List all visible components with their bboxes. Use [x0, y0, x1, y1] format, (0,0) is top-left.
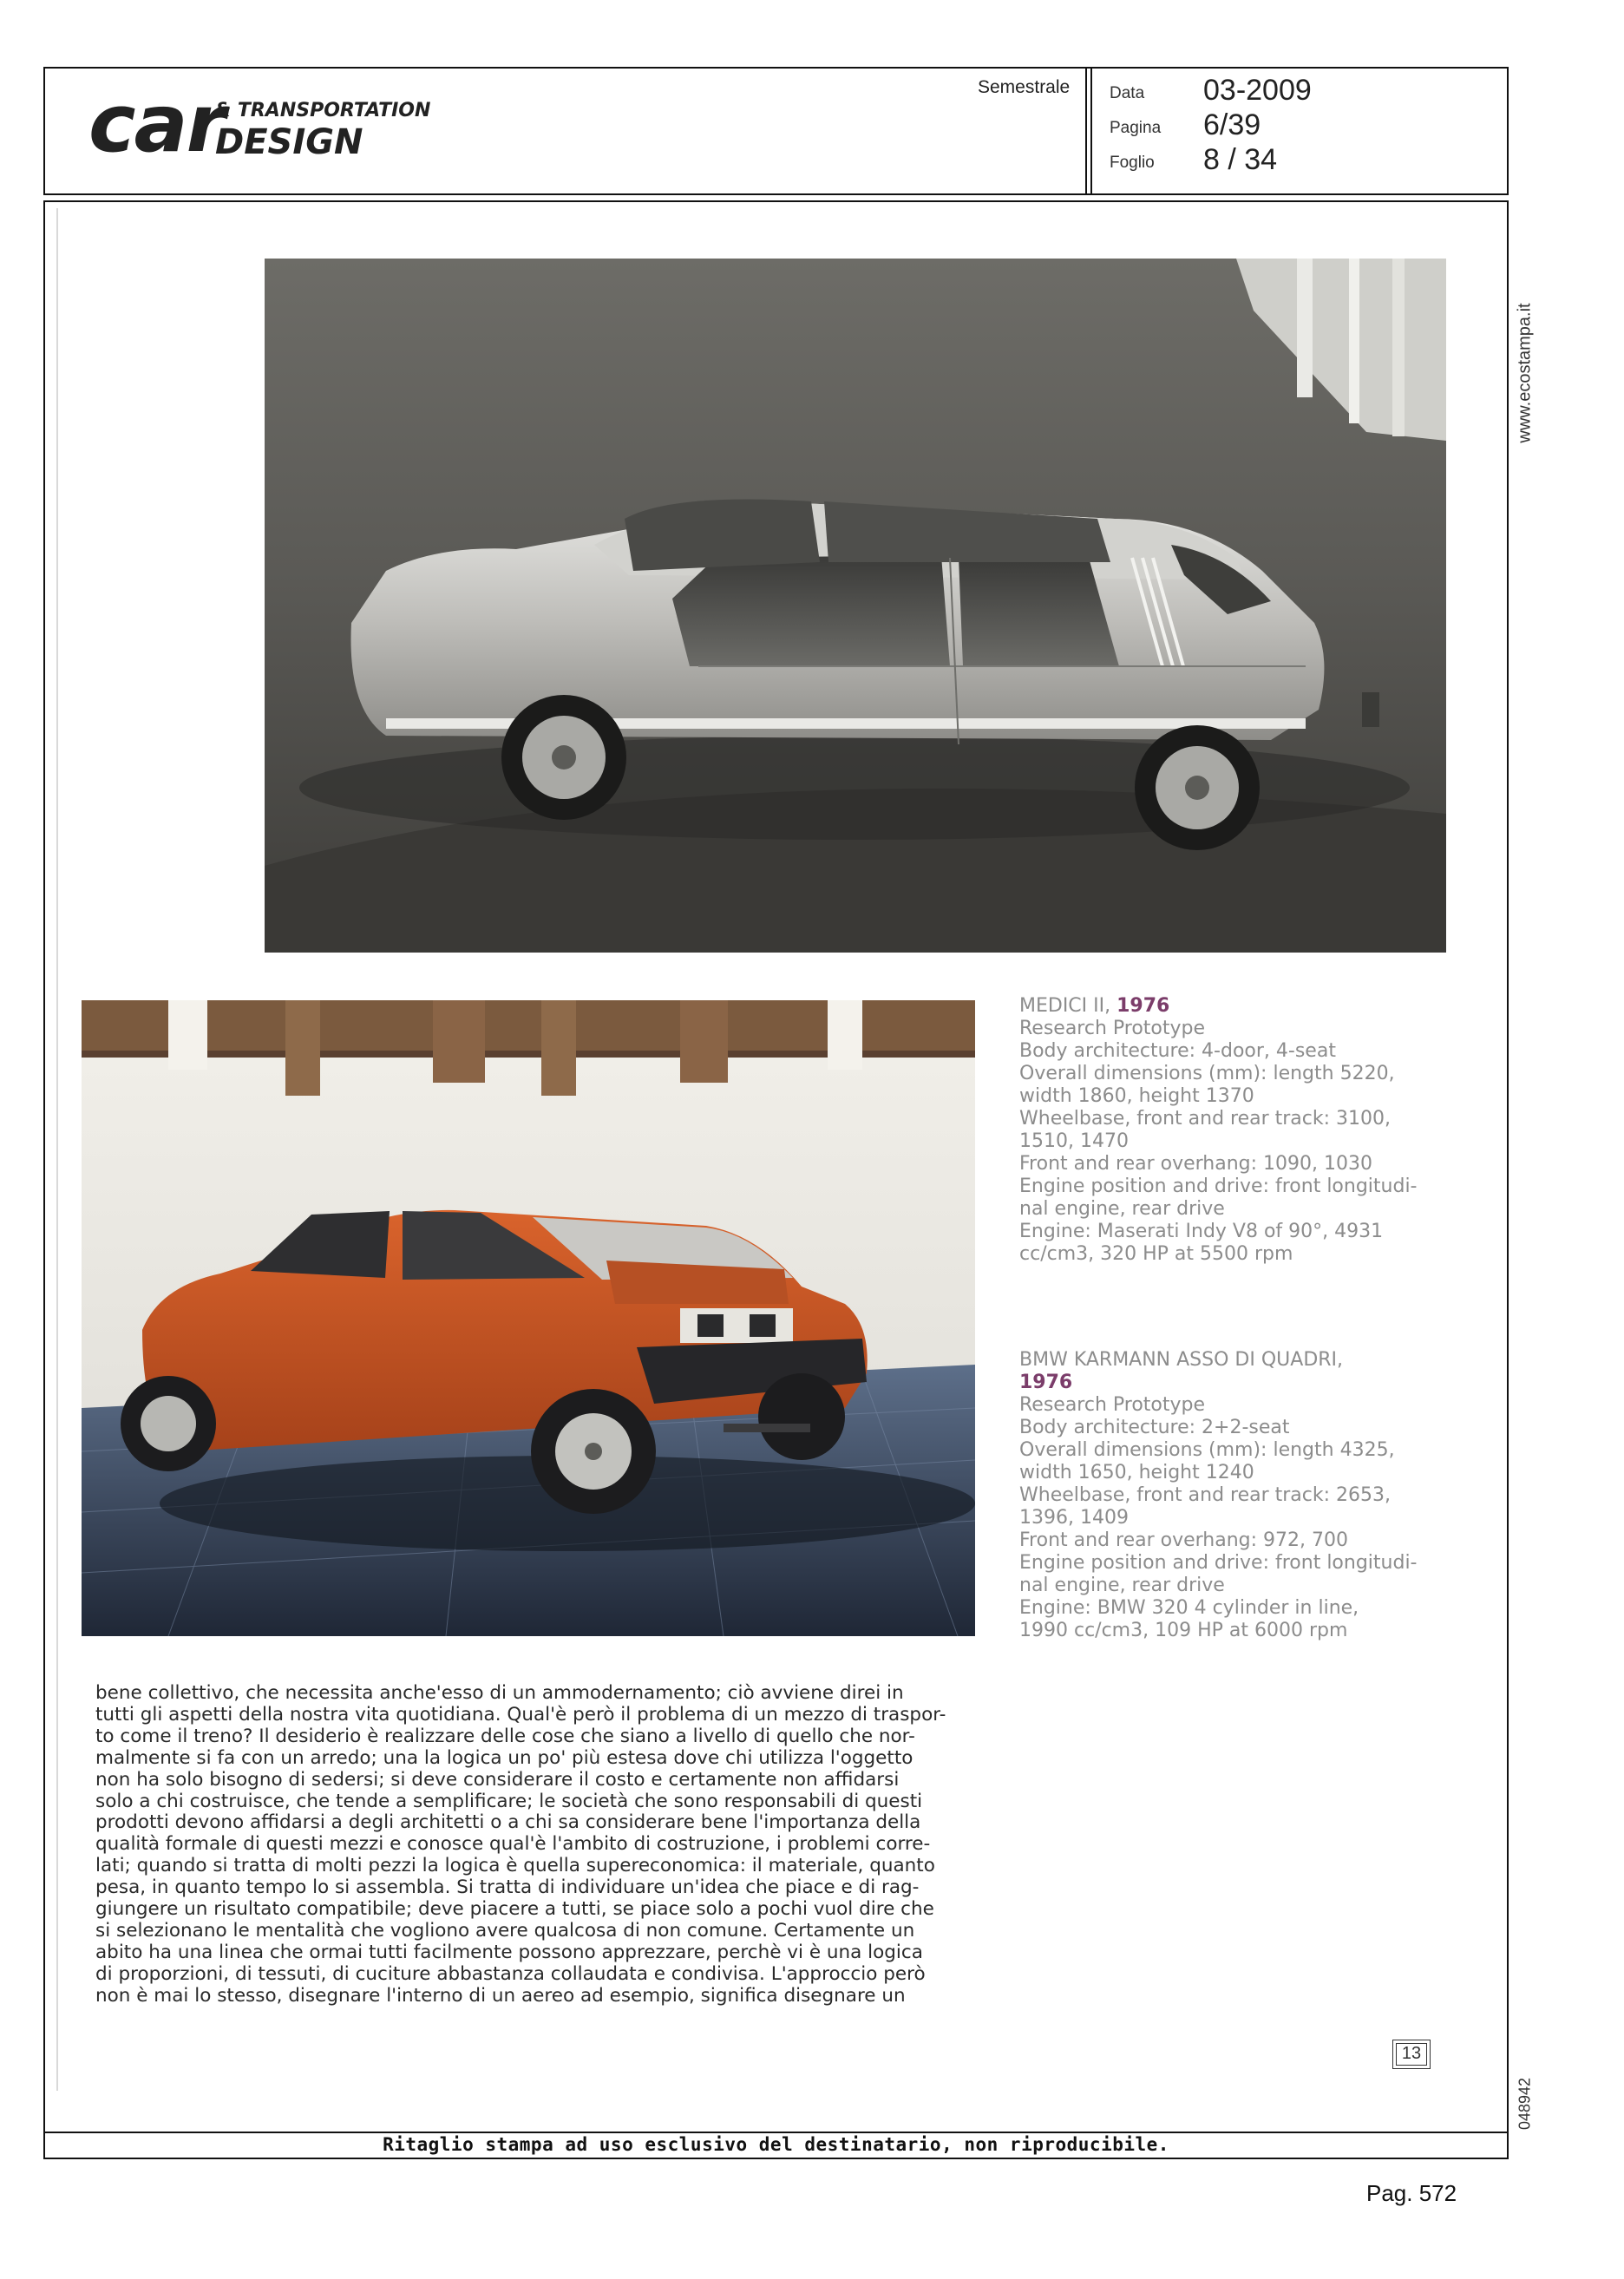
body-line: pesa, in quanto tempo lo si assembla. Si tratta di individuare un'idea che piace e di rag- [95, 1876, 920, 1899]
caption-line: Engine position and drive: front longitudi- [1019, 1552, 1418, 1574]
body-line: non è mai lo stesso, disegnare l'interno di un aereo ad esempio, significa disegnare un [95, 1984, 906, 2007]
footer-disclaimer: Ritaglio stampa ad uso esclusivo del destinatario, non riproducibile. [383, 2134, 1169, 2155]
caption-line: width 1650, height 1240 [1019, 1462, 1254, 1483]
caption-line: nal engine, rear drive [1019, 1575, 1225, 1596]
meta-box [1090, 67, 1512, 195]
caption-model-name: MEDICI II, [1019, 995, 1117, 1017]
body-line: giungere un risultato compatibile; deve piacere a tutti, se piace solo a pochi vuol dire che [95, 1898, 934, 1921]
page-number-box: 13 [1392, 2040, 1431, 2069]
meta-value: 8 / 34 [1203, 143, 1278, 176]
caption-title [1019, 995, 1453, 1018]
caption-line: width 1860, height 1370 [1019, 1085, 1254, 1107]
photo-bmw-karmann-asso-di-quadri [82, 1000, 975, 1636]
body-line: non ha solo bisogno di sedersi; si deve considerare il costo e certamente non affidarsi [95, 1768, 900, 1791]
caption-year: 1976 [1019, 1372, 1073, 1393]
publication-header [43, 67, 1509, 195]
body-line: prodotti devono affidarsi a degli architetti o a chi sa considerare bene l'importanza della [95, 1811, 921, 1834]
caption-line: Body architecture: 2+2-seat [1019, 1417, 1290, 1438]
caption-line: 1510, 1470 [1019, 1130, 1129, 1152]
caption-line: 1990 cc/cm3, 109 HP at 6000 rpm [1019, 1620, 1348, 1641]
website-label: www.ecostampa.it [1515, 303, 1535, 443]
caption-line: Overall dimensions (mm): length 4325, [1019, 1439, 1395, 1461]
caption-line: Overall dimensions (mm): length 5220, [1019, 1063, 1395, 1084]
logo-design: DESIGN [215, 122, 363, 162]
article-body [95, 1683, 980, 2007]
caption-line: cc/cm3, 320 HP at 5500 rpm [1019, 1243, 1293, 1265]
clipping-code: 048942 [1516, 2077, 1534, 2131]
caption-line: nal engine, rear drive [1019, 1198, 1225, 1220]
body-line: solo a chi costruisce, che tende a semplificare; le società che sono responsabili di questi [95, 1790, 923, 1812]
meta-value: 6/39 [1203, 108, 1261, 141]
caption-year: 1976 [1116, 995, 1170, 1017]
caption-line: Front and rear overhang: 972, 700 [1019, 1529, 1349, 1551]
caption-bmw-karmann [1019, 1349, 1453, 1642]
body-line: to come il treno? Il desiderio è realizzare delle cose che siano a livello di quello che nor- [95, 1725, 915, 1747]
caption-medici-ii [1019, 995, 1453, 1266]
body-line: tutti gli aspetti della nostra vita quotidiana. Qual'è però il problema di un mezzo di traspor- [95, 1703, 946, 1726]
caption-line: 1396, 1409 [1019, 1507, 1129, 1529]
caption-line: Research Prototype [1019, 1394, 1206, 1416]
body-line: abito ha una linea che ormai tutti facilmente possono apprezzare, perchè vi è una logica [95, 1941, 923, 1963]
clipping-page-number: Pag. 572 [1366, 2180, 1457, 2206]
caption-line: Engine: BMW 320 4 cylinder in line, [1019, 1597, 1359, 1619]
logo-transportation: & TRANSPORTATION [214, 100, 431, 121]
body-line: bene collettivo, che necessita anche'esso di un ammodernamento; ciò avviene direi in [95, 1682, 904, 1704]
footer-rule [43, 2132, 1509, 2133]
photo-medici-ii [265, 259, 1446, 953]
body-line: di proporzioni, di tessuti, di cuciture abbastanza collaudata e condivisa. L'approccio però [95, 1962, 926, 1985]
caption-line: Wheelbase, front and rear track: 3100, [1019, 1108, 1392, 1130]
caption-line: Wheelbase, front and rear track: 2653, [1019, 1484, 1392, 1506]
binding-rule [56, 208, 58, 2091]
meta-value: 03-2009 [1203, 74, 1312, 107]
meta-label: Pagina [1110, 119, 1162, 137]
logo-car: car [88, 77, 224, 170]
caption-line: Engine position and drive: front longitudi- [1019, 1176, 1418, 1197]
periodicity-label: Semestrale [978, 77, 1071, 97]
caption-line: Engine: Maserati Indy V8 of 90°, 4931 [1019, 1221, 1384, 1242]
body-line: qualità formale di questi mezzi e conosce qual'è l'ambito di costruzione, i problemi corre- [95, 1833, 931, 1856]
caption-line: Body architecture: 4-door, 4-seat [1019, 1040, 1336, 1062]
body-line: si selezionano le mentalità che vogliono avere qualcosa di non comune. Certamente un [95, 1919, 915, 1942]
body-line: malmente si fa con un arredo; una la logica un po' più estesa dove chi utilizza l'oggetto [95, 1746, 914, 1769]
body-line: lati; quando si tratta di molti pezzi la logica è quella supereconomica: il materiale, quanto [95, 1855, 935, 1877]
meta-label: Data [1110, 84, 1145, 102]
meta-label: Foglio [1110, 154, 1155, 172]
caption-line: Research Prototype [1019, 1018, 1206, 1039]
caption-line: Front and rear overhang: 1090, 1030 [1019, 1153, 1373, 1175]
caption-model-name: BMW KARMANN ASSO DI QUADRI, [1019, 1349, 1344, 1371]
